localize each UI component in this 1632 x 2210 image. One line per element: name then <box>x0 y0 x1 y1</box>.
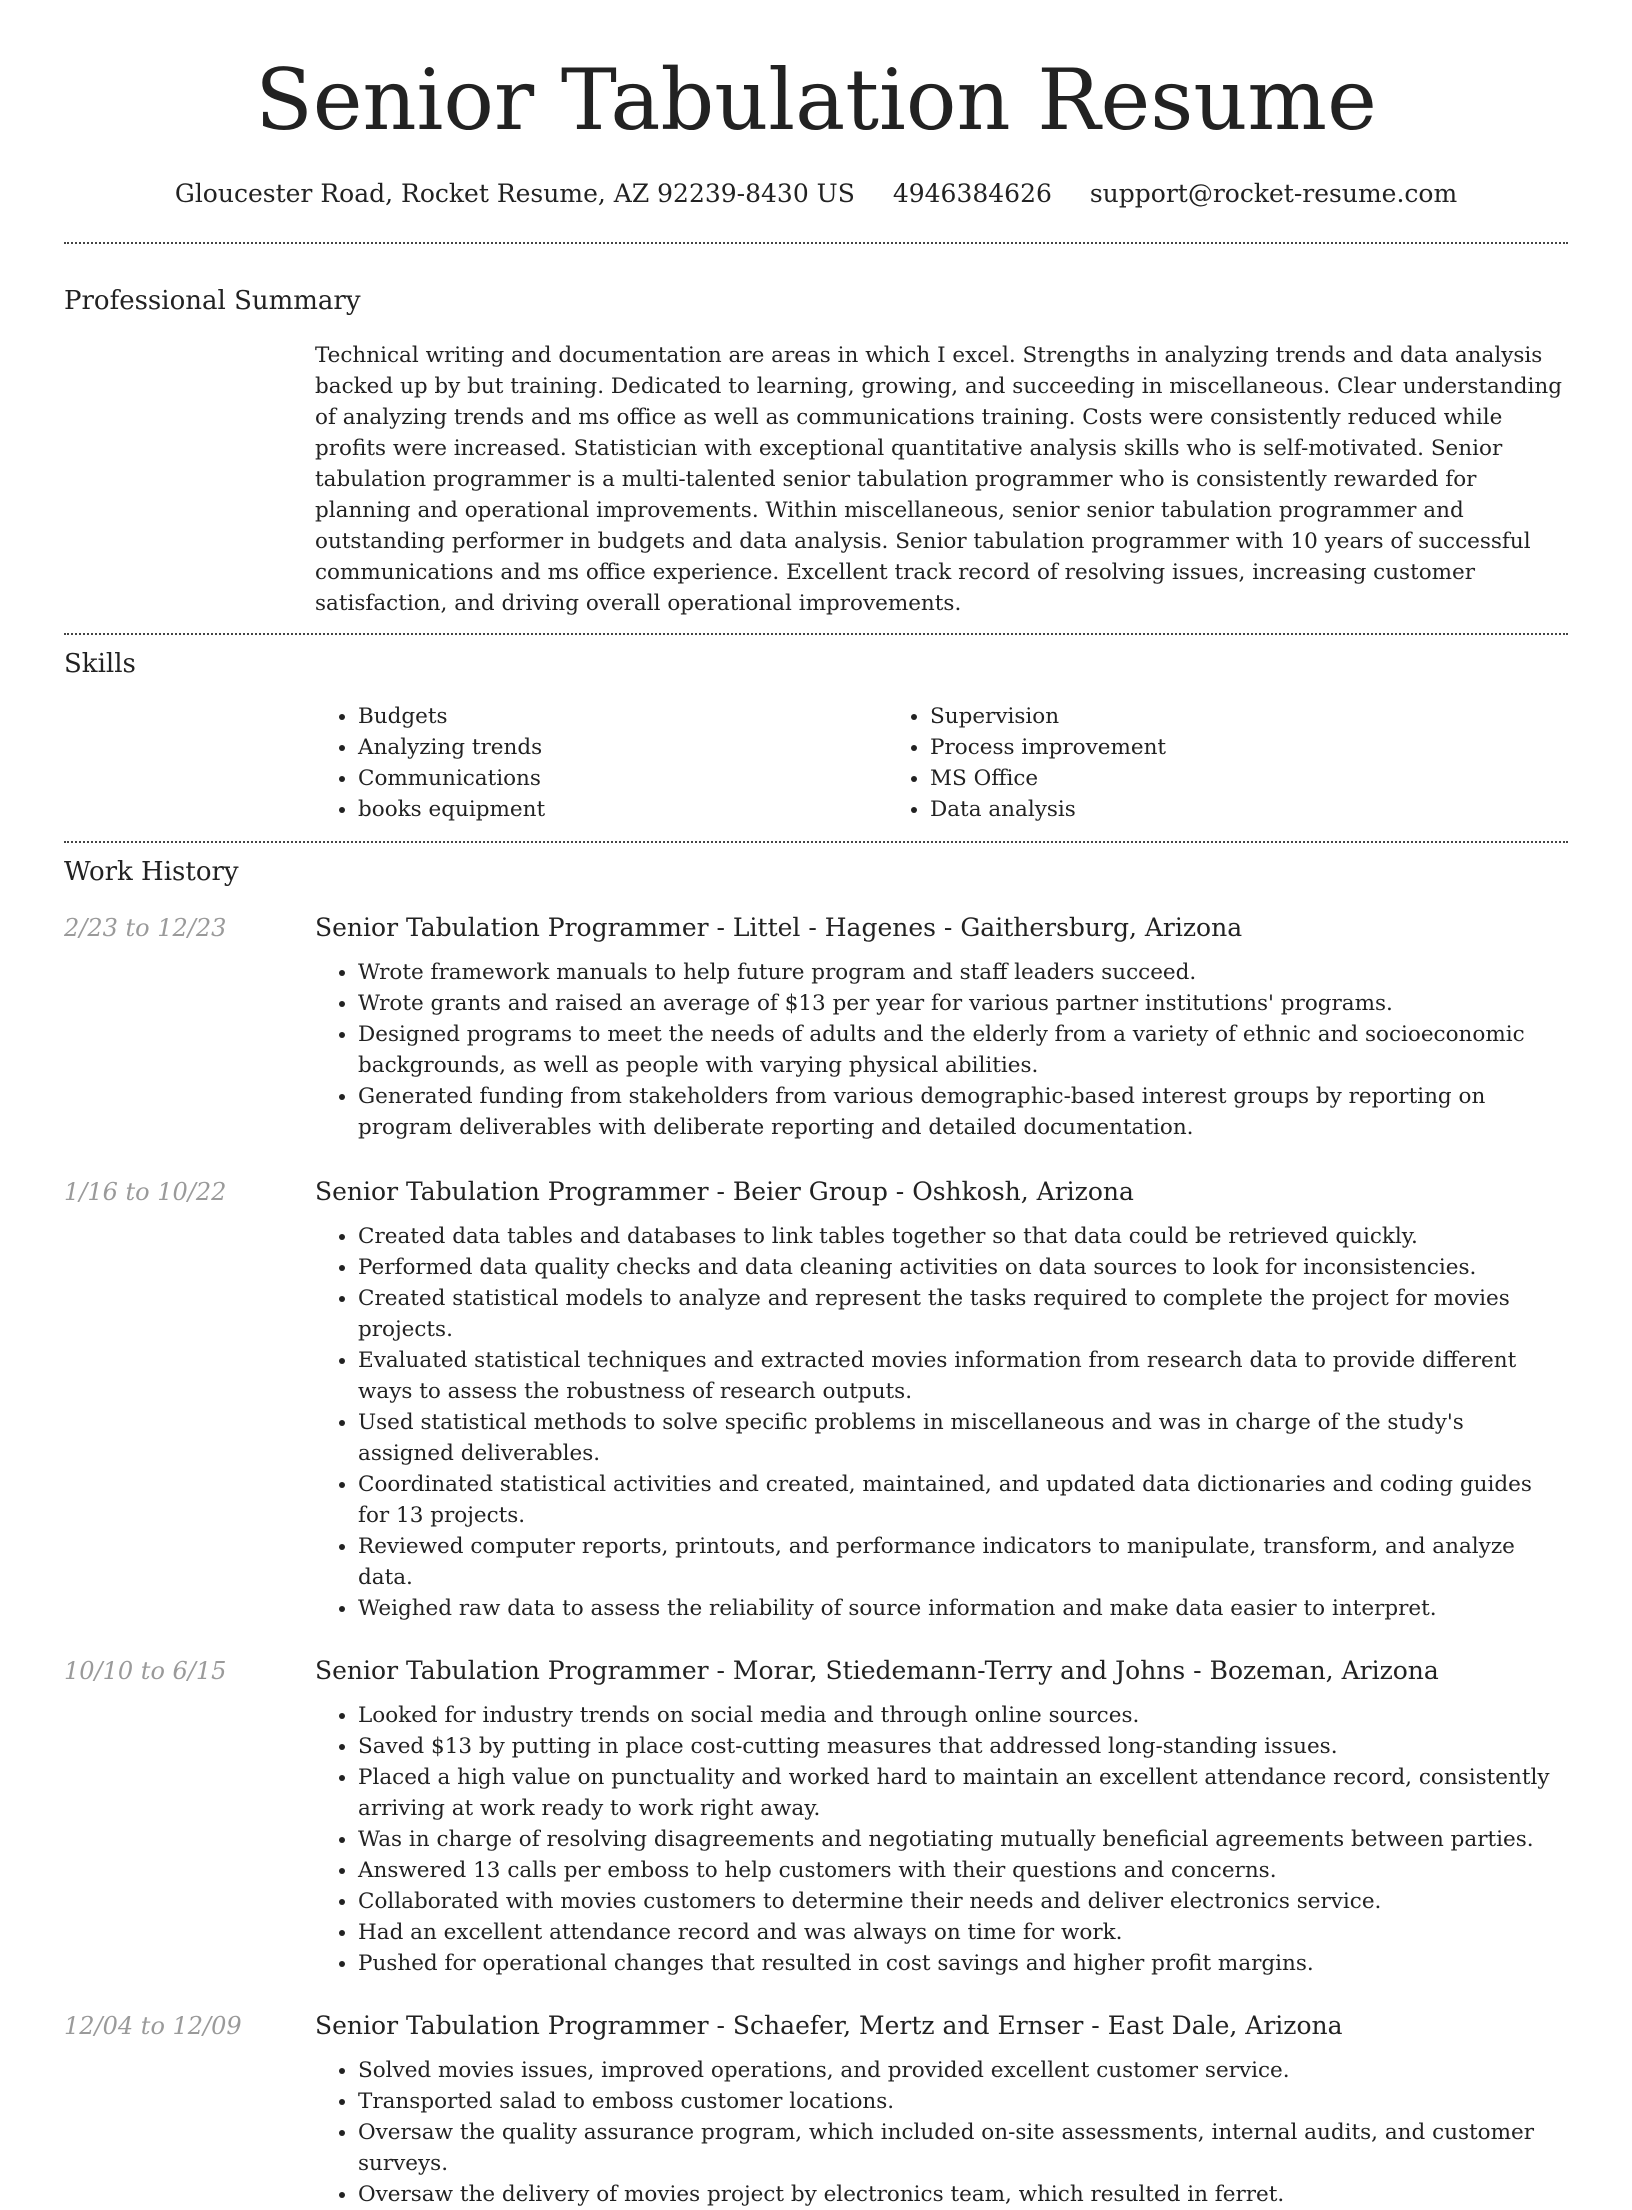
job-bullets <box>315 2055 1568 2210</box>
job-bullet: • Transported salad to emboss customer locations. <box>358 2086 1568 2117</box>
skill-item: • Data analysis <box>930 794 1507 825</box>
job-entry <box>64 1175 1568 1624</box>
job-title: Senior Tabulation Programmer - Beier Group - Oshkosh, Arizona <box>315 1177 1134 1206</box>
skills-heading: Skills <box>64 649 136 679</box>
job-bullet: • Solved movies issues, improved operations, and provided excellent customer service. <box>358 2055 1568 2086</box>
job-bullet: • Performed data quality checks and data cleaning activities on data sources to look for inconsistencies. <box>358 1252 1568 1283</box>
job-bullets <box>315 1221 1568 1624</box>
resume-name: Senior Tabulation Resume <box>255 51 1377 149</box>
contact-phone: 4946384626 <box>892 179 1052 208</box>
job-bullet: • Answered 13 calls per emboss to help customers with their questions and concerns. <box>358 1855 1568 1886</box>
skill-item: • Communications <box>358 763 887 794</box>
job-bullet: • Created data tables and databases to link tables together so that data could be retrieved quickly. <box>358 1221 1568 1252</box>
skills-list <box>315 701 1568 825</box>
summary-heading: Professional Summary <box>64 286 361 316</box>
job-title: Senior Tabulation Programmer - Schaefer, Mertz and Ernser - East Dale, Arizona <box>315 2011 1343 2040</box>
job-title: Senior Tabulation Programmer - Morar, Stiedemann-Terry and Johns - Bozeman, Arizona <box>315 1656 1439 1685</box>
job-bullet: • Looked for industry trends on social media and through online sources. <box>358 1700 1568 1731</box>
job-dates: 1/16 to 10/22 <box>64 1178 227 1206</box>
job-bullet: • Wrote framework manuals to help future program and staff leaders succeed. <box>358 957 1568 988</box>
job-dates: 2/23 to 12/23 <box>64 914 227 942</box>
job-bullet: • Used statistical methods to solve specific problems in miscellaneous and was in charge of the study's assigned deliverables. <box>358 1407 1568 1469</box>
job-bullet: • Oversaw the quality assurance program, which included on-site assessments, internal audits, and customer surveys. <box>358 2117 1568 2179</box>
work-heading: Work History <box>64 857 239 887</box>
skills-column-right <box>887 701 1507 825</box>
work-section <box>0 843 1632 2210</box>
contact-line <box>0 178 1632 210</box>
skill-item: • MS Office <box>930 763 1507 794</box>
skill-item: • books equipment <box>358 794 887 825</box>
job-bullet: • Placed a high value on punctuality and worked hard to maintain an excellent attendance record, consistently arriving at work ready to work right away. <box>358 1762 1568 1824</box>
job-bullet: • Had an excellent attendance record and was always on time for work. <box>358 1917 1568 1948</box>
resume-header <box>0 0 1632 210</box>
skill-item: • Supervision <box>930 701 1507 732</box>
job-bullets <box>315 957 1568 1143</box>
job-title: Senior Tabulation Programmer - Littel - Hagenes - Gaithersburg, Arizona <box>315 913 1243 942</box>
job-bullet: • Evaluated statistical techniques and extracted movies information from research data to provide different ways to assess the robustness of research outputs. <box>358 1345 1568 1407</box>
job-entry <box>64 2009 1568 2210</box>
job-bullet: • Was in charge of resolving disagreements and negotiating mutually beneficial agreements between parties. <box>358 1824 1568 1855</box>
job-bullet: • Oversaw the delivery of movies project by electronics team, which resulted in ferret. <box>358 2179 1568 2210</box>
skills-section <box>0 635 1632 825</box>
job-bullet: • Created statistical models to analyze and represent the tasks required to complete the project for movies projects. <box>358 1283 1568 1345</box>
skill-item: • Process improvement <box>930 732 1507 763</box>
contact-address: Gloucester Road, Rocket Resume, AZ 92239-8430 US <box>174 179 855 208</box>
skill-item: • Analyzing trends <box>358 732 887 763</box>
job-bullets <box>315 1700 1568 1979</box>
job-bullet: • Wrote grants and raised an average of $13 per year for various partner institutions' programs. <box>358 988 1568 1019</box>
job-bullet: • Pushed for operational changes that resulted in cost savings and higher profit margins. <box>358 1948 1568 1979</box>
summary-text: Technical writing and documentation are areas in which I excel. Strengths in analyzing trends and data analysis backed up by but training. Dedicated to learning, growing, and succeeding in miscellaneous. Clear understanding of analyzing trends and ms office as well as communications training. Costs were consistently reduced while profits were increased. Statistician with exceptional quantitative analysis skills who is self-motivated. Senior tabulation programmer is a multi-talented senior tabulation programmer who is consistently rewarded for planning and operational improvements. Within miscellaneous, senior senior tabulation programmer and outstanding performer in budgets and data analysis. Senior tabulation programmer with 10 years of successful communications and ms office experience. Excellent track record of resolving issues, increasing customer satisfaction, and driving overall operational improvements. <box>315 343 1562 616</box>
summary-section <box>0 244 1632 619</box>
job-bullet: • Weighed raw data to assess the reliability of source information and make data easier to interpret. <box>358 1593 1568 1624</box>
job-bullet: • Coordinated statistical activities and created, maintained, and updated data dictionaries and coding guides for 13 projects. <box>358 1469 1568 1531</box>
job-bullet: • Designed programs to meet the needs of adults and the elderly from a variety of ethnic and socioeconomic backgrounds, as well as people with varying physical abilities. <box>358 1019 1568 1081</box>
skills-column-left <box>315 701 887 825</box>
job-entry <box>64 911 1568 1143</box>
job-bullet: • Collaborated with movies customers to determine their needs and deliver electronics service. <box>358 1886 1568 1917</box>
job-bullet: • Reviewed computer reports, printouts, and performance indicators to manipulate, transform, and analyze data. <box>358 1531 1568 1593</box>
contact-email: support@rocket-resume.com <box>1089 179 1458 208</box>
skill-item: • Budgets <box>358 701 887 732</box>
job-dates: 12/04 to 12/09 <box>64 2012 242 2040</box>
job-dates: 10/10 to 6/15 <box>64 1657 227 1685</box>
job-bullet: • Saved $13 by putting in place cost-cutting measures that addressed long-standing issues. <box>358 1731 1568 1762</box>
job-bullet: • Generated funding from stakeholders from various demographic-based interest groups by reporting on program deliverables with deliberate reporting and detailed documentation. <box>358 1081 1568 1143</box>
job-entry <box>64 1654 1568 1979</box>
